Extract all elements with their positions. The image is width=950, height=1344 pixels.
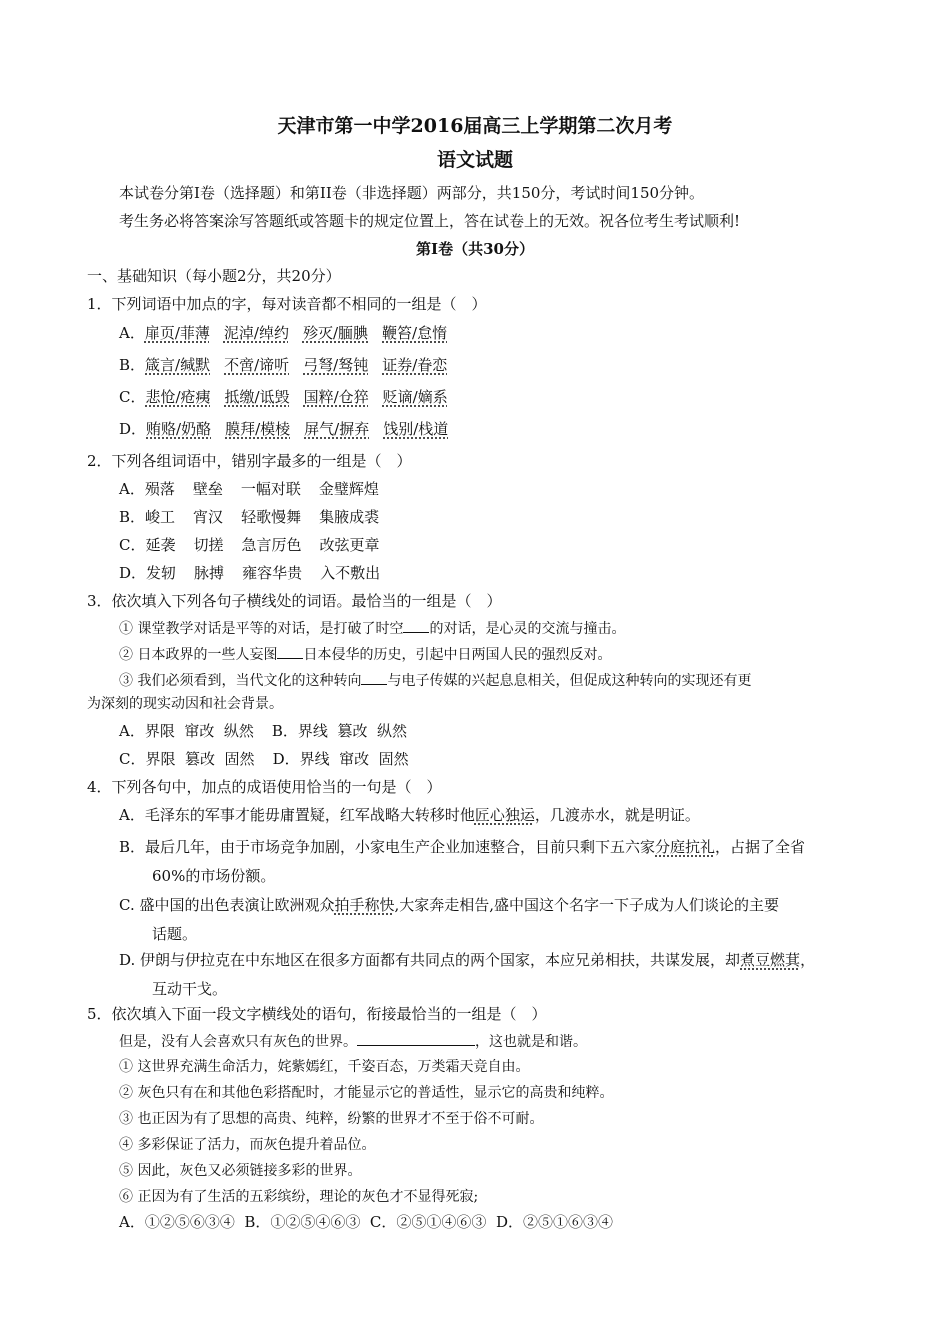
idiom: 分庭抗礼 — [655, 838, 716, 856]
word-pair: 膜拜/模棱 — [225, 420, 291, 438]
word-pair: 国粹/仓猝 — [303, 388, 369, 406]
intro-line-2: 考生务必将答案涂写答题纸或答题卡的规定位置上，答在试卷上的无效。祝各位考生考试顺利! — [119, 212, 741, 230]
q1-option-c — [119, 387, 462, 407]
q5-answer-options: A．①②⑤⑥③④ B．①②⑤④⑥③ C．②⑤①④⑥③ D．②⑤①⑥③④ — [119, 1213, 613, 1231]
sentence-text: C. 盛中国的出色表演让欧洲观众 — [119, 896, 335, 914]
idiom: 拍手称快 — [334, 896, 395, 914]
word-pair: 扉页/菲薄 — [144, 324, 210, 342]
part-heading: 第Ⅰ卷（共30分） — [416, 240, 534, 258]
option-letter: B． — [119, 508, 146, 526]
sentence-text: ，占据了全省 — [715, 838, 806, 856]
option-letter: A． — [119, 324, 145, 342]
word: 一幅对联 — [240, 480, 301, 498]
q4-option-c-cont: 话题。 — [152, 925, 198, 943]
idiom: 匠心独运 — [474, 806, 535, 824]
q2-option-a — [119, 479, 397, 499]
word-pair: 泥淖/绰约 — [223, 324, 289, 342]
word: 发轫 — [146, 564, 177, 582]
sentence-text: D. 伊朗与伊拉克在中东地区在很多方面都有共同点的两个国家，本应兄弟相扶，共谋发展，却 — [119, 951, 741, 969]
idiom: 煮豆燃萁 — [740, 951, 801, 969]
word: 轻歌慢舞 — [241, 508, 302, 526]
q2-option-c — [119, 535, 398, 555]
word-pair: 悲怆/疮痍 — [145, 388, 211, 406]
q4-option-c — [119, 895, 779, 915]
word: 切搓 — [193, 536, 224, 554]
word-pair: 箴言/缄默 — [145, 356, 211, 374]
question-1-stem: 1．下列词语中加点的字，每对读音都不相同的一组是（ ） — [87, 295, 487, 313]
word-pair: 殄灭/腼腆 — [302, 324, 369, 342]
word-pair: 证券/眷恋 — [382, 356, 448, 374]
sentence-text: 但是，没有人会喜欢只有灰色的世界。 — [119, 1034, 357, 1050]
answer-blank — [277, 644, 303, 659]
sentence-text: A．毛泽东的军事才能毋庸置疑，红军战略大转移时他 — [119, 806, 475, 824]
word: 宵汉 — [193, 508, 224, 526]
word-pair: 弓弩/驽钝 — [303, 356, 369, 374]
q1-option-d — [119, 419, 462, 439]
sentence-text: ,大家奔走相告,盛中国这个名字一下子成为人们谈论的主要 — [394, 896, 780, 914]
sentence-text: 与电子传媒的兴起息息相关，但促成这种转向的实现还有更 — [387, 673, 752, 689]
q3-sentence-2 — [119, 644, 611, 665]
q4-option-b-cont: 60%的市场份额。 — [152, 867, 276, 885]
question-5-stem: 5．依次填入下面一段文字横线处的语句，衔接最恰当的一组是（ ） — [87, 1005, 547, 1023]
word: 殒落 — [144, 480, 175, 498]
sentence-text: 的对话，是心灵的交流与撞击。 — [429, 621, 626, 637]
sentence-text: ② 日本政界的一些人妄图 — [119, 647, 278, 663]
q1-option-a — [119, 323, 461, 343]
word: 壁垒 — [192, 480, 223, 498]
sentence-text: ，几渡赤水，就是明证。 — [534, 806, 700, 824]
option-d: D．界线 窜改 固然 — [272, 750, 409, 768]
option-letter: C． — [119, 536, 146, 554]
word-pair: 贬谪/嫡系 — [382, 388, 448, 406]
q5-item-5: ⑤ 因此，灰色又必须链接多彩的世界。 — [119, 1163, 362, 1179]
sentence-text: 日本侵华的历史，引起中日两国人民的强烈反对。 — [303, 647, 612, 663]
answer-blank — [403, 618, 429, 633]
word-pair: 鞭笞/怠惰 — [382, 324, 448, 342]
q3-sentence-1 — [119, 618, 625, 639]
option-letter: B． — [119, 356, 146, 374]
option-a: A．界限 窜改 纵然 — [119, 722, 254, 740]
exam-title: 天津市第一中学2016届高三上学期第二次月考 — [277, 115, 673, 137]
word: 峻工 — [145, 508, 176, 526]
question-4-stem: 4．下列各句中，加点的成语使用恰当的一句是（ ） — [87, 778, 442, 796]
option-letter: D． — [119, 564, 147, 582]
option-letter: A． — [119, 480, 145, 498]
q2-option-b — [119, 507, 397, 527]
q5-item-6: ⑥ 正因为有了生活的五彩缤纷，理论的灰色才不显得死寂; — [119, 1189, 479, 1205]
word-pair: 不啻/谛听 — [224, 356, 290, 374]
word: 集腋成裘 — [319, 508, 380, 526]
word: 脉搏 — [194, 564, 225, 582]
word: 雍容华贵 — [242, 564, 303, 582]
sentence-text: ③ 我们必须看到，当代文化的这种转向 — [119, 673, 362, 689]
q3-sentence-3-cont: 为深刻的现实动因和社会背景。 — [87, 696, 283, 712]
q4-option-d — [119, 950, 815, 970]
word-pair: 屏气/摒弃 — [304, 420, 370, 438]
word-pair: 贿赂/奶酪 — [146, 420, 212, 438]
q4-option-d-cont: 互动干戈。 — [152, 980, 228, 998]
exam-subtitle: 语文试题 — [436, 149, 513, 171]
option-letter: D． — [119, 420, 147, 438]
intro-line-1: 本试卷分第I卷（选择题）和第II卷（非选择题）两部分，共150分，考试时间150分钟。 — [119, 184, 705, 202]
q5-item-4: ④ 多彩保证了活力，而灰色提升着品位。 — [119, 1137, 376, 1153]
q2-option-d — [119, 563, 398, 583]
sentence-text: ， — [800, 951, 816, 969]
option-letter: C． — [119, 388, 146, 406]
q3-options-row-2 — [119, 749, 409, 769]
word: 入不敷出 — [320, 564, 381, 582]
q3-sentence-3 — [119, 670, 751, 691]
word: 急言厉色 — [241, 536, 302, 554]
sentence-text: B．最后几年，由于市场竞争加剧，小家电生产企业加速整合，目前只剩下五六家 — [119, 838, 656, 856]
sentence-text: ，这也就是和谐。 — [475, 1034, 587, 1050]
word: 改弦更章 — [319, 536, 380, 554]
sentence-text: ① 课堂教学对话是平等的对话，是打破了时空 — [119, 621, 404, 637]
q4-option-b — [119, 837, 805, 857]
word: 延袭 — [145, 536, 176, 554]
option-c: C．界限 篡改 固然 — [119, 750, 255, 768]
q1-option-b — [119, 355, 461, 375]
word-pair: 抵缴/诋毁 — [224, 388, 290, 406]
q4-option-a — [119, 805, 700, 825]
question-2-stem: 2．下列各组词语中，错别字最多的一组是（ ） — [87, 452, 412, 470]
q5-item-1: ① 这世界充满生命活力，姹紫嫣红，千姿百态，万类霜天竞自由。 — [119, 1059, 530, 1075]
q5-item-2: ② 灰色只有在和其他色彩搭配时，才能显示它的普适性，显示它的高贵和纯粹。 — [119, 1085, 614, 1101]
word: 金璧辉煌 — [318, 480, 379, 498]
q3-options-row-1 — [119, 721, 407, 741]
section-heading: 一、基础知识（每小题2分，共20分） — [87, 267, 341, 285]
q5-item-3: ③ 也正因为有了思想的高贵、纯粹，纷繁的世界才不至于俗不可耐。 — [119, 1111, 544, 1127]
word-pair: 饯别/栈道 — [383, 420, 449, 438]
answer-blank — [361, 670, 387, 685]
question-3-stem: 3．依次填入下列各句子横线处的词语。最恰当的一组是（ ） — [87, 592, 502, 610]
q5-lead — [119, 1031, 587, 1052]
answer-blank — [357, 1031, 475, 1046]
option-b: B．界线 篡改 纵然 — [271, 722, 408, 740]
